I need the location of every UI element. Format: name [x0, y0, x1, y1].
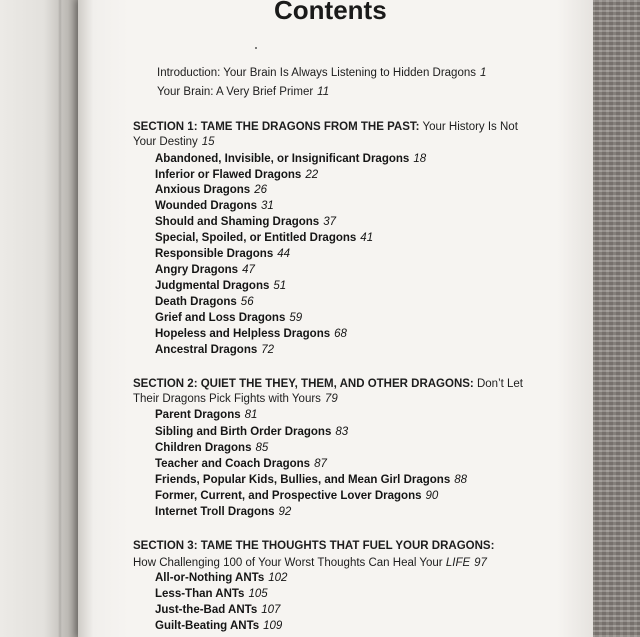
toc-page-number: 83 — [335, 426, 349, 438]
toc-entry: Angry Dragons 47 — [155, 264, 255, 276]
toc-page-number: 105 — [248, 588, 268, 600]
toc-page-number: 81 — [244, 409, 258, 421]
section-heading-line — [133, 539, 494, 553]
section-subtitle: Their Dragons Pick Fights with Yours — [133, 393, 321, 405]
toc-entry: Guilt-Beating ANTs 109 — [155, 620, 283, 632]
left-page-edge — [0, 0, 80, 637]
toc-entry: Friends, Popular Kids, Bullies, and Mean Girl Dragons 88 — [155, 474, 468, 486]
page-title: Contents — [274, 0, 387, 25]
toc-intro-line — [157, 85, 329, 99]
toc-page-number: 72 — [261, 344, 275, 356]
toc-page-number: 79 — [324, 393, 338, 405]
toc-entry-title: Introduction: Your Brain Is Always Listening to Hidden Dragons — [157, 67, 476, 79]
toc-entry: Inferior or Flawed Dragons 22 — [155, 169, 319, 181]
toc-entry: Just-the-Bad ANTs 107 — [155, 604, 281, 616]
toc-entry: All-or-Nothing ANTs 102 — [155, 572, 288, 584]
toc-page-number: 1 — [480, 67, 487, 79]
toc-entry: Hopeless and Helpless Dragons 68 — [155, 328, 347, 340]
toc-entry: Teacher and Coach Dragons 87 — [155, 458, 327, 470]
toc-entry: Ancestral Dragons 72 — [155, 344, 275, 356]
toc-page-number: 97 — [474, 557, 487, 569]
toc-entry: Less-Than ANTs 105 — [155, 588, 268, 600]
section-subtitle-emphasis: LIFE — [445, 557, 471, 569]
section-heading: SECTION 1: TAME THE DRAGONS FROM THE PAST: — [133, 121, 420, 133]
toc-page-number: 56 — [240, 296, 254, 308]
toc-entry: Grief and Loss Dragons 59 — [155, 312, 303, 324]
section-heading-line — [133, 377, 523, 391]
toc-page-number: 59 — [289, 312, 303, 324]
toc-page-number: 51 — [273, 280, 287, 292]
toc-entry: Should and Shaming Dragons 37 — [155, 216, 336, 228]
section-subtitle-line — [133, 556, 487, 570]
toc-entry: Special, Spoiled, or Entitled Dragons 41 — [155, 232, 374, 244]
page-speck — [255, 47, 257, 49]
toc-page-number: 11 — [317, 86, 330, 98]
toc-page-number: 15 — [201, 136, 215, 148]
toc-page-number: 85 — [255, 442, 269, 454]
toc-entry: Parent Dragons 81 — [155, 409, 258, 421]
toc-entry: Internet Troll Dragons 92 — [155, 506, 292, 518]
toc-intro-line — [157, 66, 486, 80]
toc-entry: Sibling and Birth Order Dragons 83 — [155, 426, 349, 438]
toc-entry: Abandoned, Invisible, or Insignificant Dragons 18 — [155, 153, 427, 165]
toc-page-number: 90 — [425, 490, 439, 502]
fabric-background — [592, 0, 640, 637]
toc-page-number: 44 — [277, 248, 291, 260]
toc-page-number: 88 — [454, 474, 468, 486]
section-subtitle: How Challenging 100 of Your Worst Thoughts Can Heal Your — [133, 557, 443, 569]
toc-page-number: 107 — [261, 604, 281, 616]
toc-entry: Former, Current, and Prospective Lover Dragons 90 — [155, 490, 439, 502]
toc-page-number: 92 — [278, 506, 292, 518]
section-heading: SECTION 3: TAME THE THOUGHTS THAT FUEL YOUR DRAGONS: — [133, 540, 495, 552]
section-subtitle: Your Destiny — [133, 136, 198, 148]
toc-page-number: 47 — [242, 264, 255, 276]
toc-page-number: 18 — [413, 153, 427, 165]
toc-page-number: 22 — [305, 169, 319, 181]
toc-page-number: 31 — [261, 200, 274, 212]
section-heading-line — [133, 120, 518, 134]
toc-page-number: 68 — [334, 328, 347, 340]
section-heading: SECTION 2: QUIET THE THEY, THEM, AND OTHER DRAGONS: — [133, 378, 474, 390]
toc-page-number: 37 — [323, 216, 336, 228]
section-subtitle: Your History Is Not — [422, 121, 518, 133]
toc-entry: Anxious Dragons 26 — [155, 184, 268, 196]
toc-page-number: 87 — [314, 458, 327, 470]
toc-entry: Wounded Dragons 31 — [155, 200, 274, 212]
book-page — [78, 0, 593, 637]
toc-entry: Children Dragons 85 — [155, 442, 269, 454]
toc-page-number: 26 — [254, 184, 268, 196]
toc-entry-title: Your Brain: A Very Brief Primer — [157, 86, 314, 98]
toc-page-number: 41 — [360, 232, 374, 244]
section-subtitle-line — [133, 392, 338, 406]
toc-page-number: 102 — [268, 572, 288, 584]
toc-entry: Judgmental Dragons 51 — [155, 280, 287, 292]
toc-entry: Responsible Dragons 44 — [155, 248, 291, 260]
toc-entry: Death Dragons 56 — [155, 296, 254, 308]
section-subtitle: Don’t Let — [476, 378, 523, 390]
toc-page-number: 109 — [263, 620, 283, 632]
section-subtitle-line — [133, 135, 215, 149]
